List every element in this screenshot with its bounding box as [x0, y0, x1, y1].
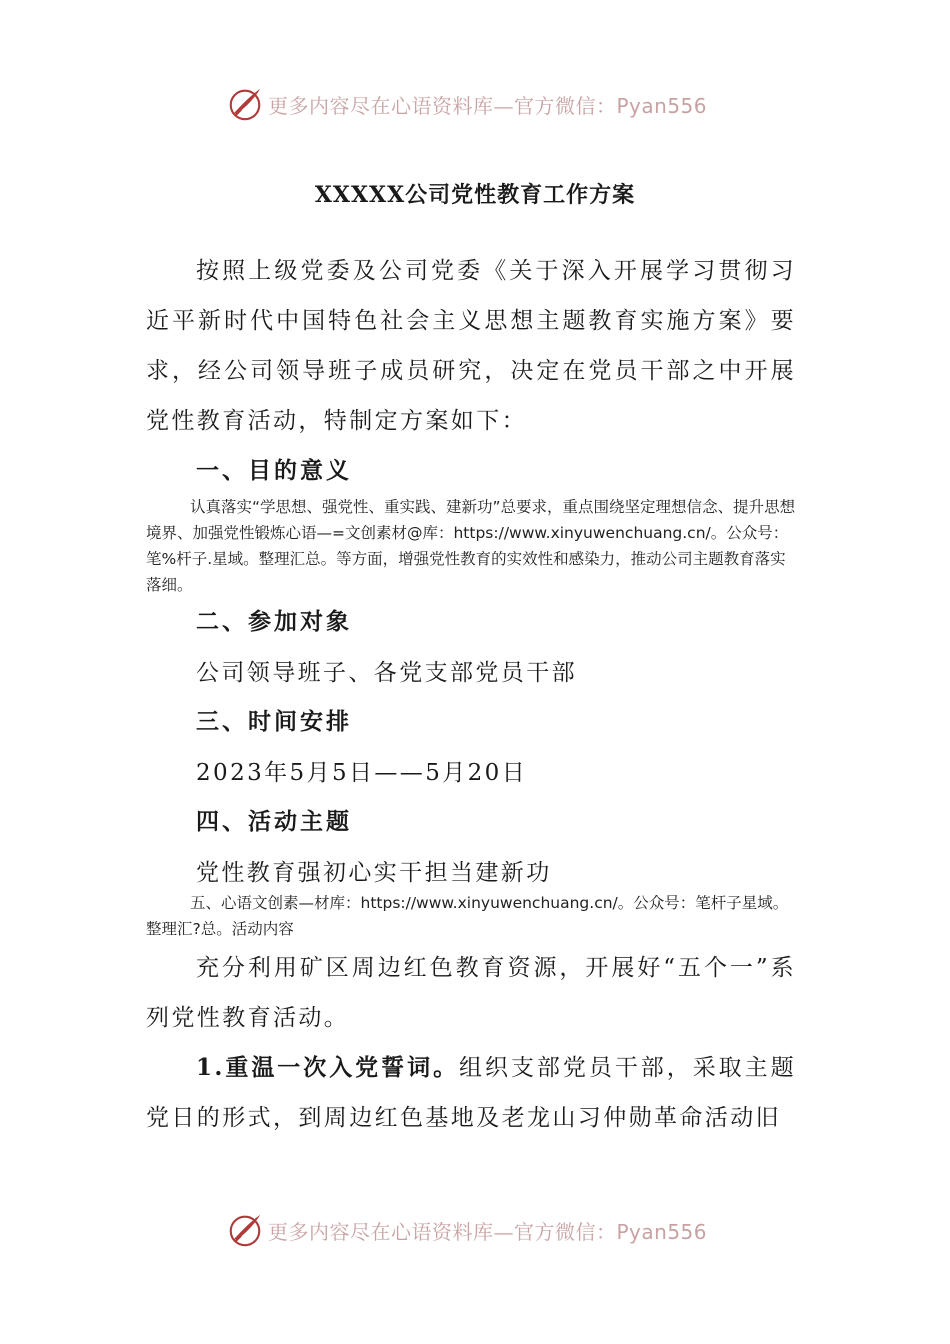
watermark-text: 更多内容尽在心语资料库—官方微信：Pyan556 — [268, 1219, 708, 1244]
wechat-id: Pyan556 — [616, 1219, 708, 1244]
section-4-body: 党性教育强初心实干担当建新功 — [196, 860, 552, 886]
wechat-id: Pyan556 — [616, 93, 708, 118]
section-1-heading: 一、目的意义 — [196, 457, 352, 484]
section-2-body: 公司领导班子、各党支部党员干部 — [196, 660, 577, 686]
section-1-body: 认真落实“学思想、强党性、重实践、建新功”总要求，重点围绕坚定理想信念、提升思想境界、加强党性锻炼心语—=文创素材@库：https://www.xinyuwenchuang.cn/。公众号：笔%杆子.星域。整理汇总。等方面，增强党性教育的实效性和感染力，推动公司主题教育落实落细。 — [146, 498, 796, 594]
section-5-heading-line: 五、心语文创素—材库：https://www.xinyuwenchuang.cn/。公众号：笔杆子星域。整理汇?总。活动内容 — [146, 894, 789, 938]
item-1-lead: 1.重温一次入党誓词。 — [196, 1054, 460, 1081]
section-3-heading: 三、时间安排 — [196, 708, 352, 735]
quill-logo-icon — [226, 1211, 264, 1249]
section-2-heading: 二、参加对象 — [196, 608, 352, 635]
section-5-item-1 — [146, 1043, 796, 1143]
quill-logo-icon — [226, 85, 264, 123]
watermark-text: 更多内容尽在心语资料库—官方微信：Pyan556 — [268, 93, 708, 118]
watermark-banner-top — [226, 82, 726, 126]
intro-paragraph: 按照上级党委及公司党委《关于深入开展学习贯彻习近平新时代中国特色社会主义思想主题教育实施方案》要求，经公司领导班子成员研究，决定在党员干部之中开展党性教育活动，特制定方案如下： — [146, 258, 796, 434]
section-5-body: 充分利用矿区周边红色教育资源，开展好“五个一”系列党性教育活动。 — [146, 955, 796, 1031]
document-title: XXXXX公司党性教育工作方案 — [314, 182, 636, 208]
section-4-heading: 四、活动主题 — [196, 808, 352, 835]
section-3-body: 2023年5月5日——5月20日 — [196, 760, 528, 786]
item-1-body: 组织支部党员干部，采取主题党日的形式，到周边红色基地及老龙山习仲勋革命活动旧 — [146, 1055, 796, 1131]
watermark-banner-bottom — [226, 1208, 726, 1252]
